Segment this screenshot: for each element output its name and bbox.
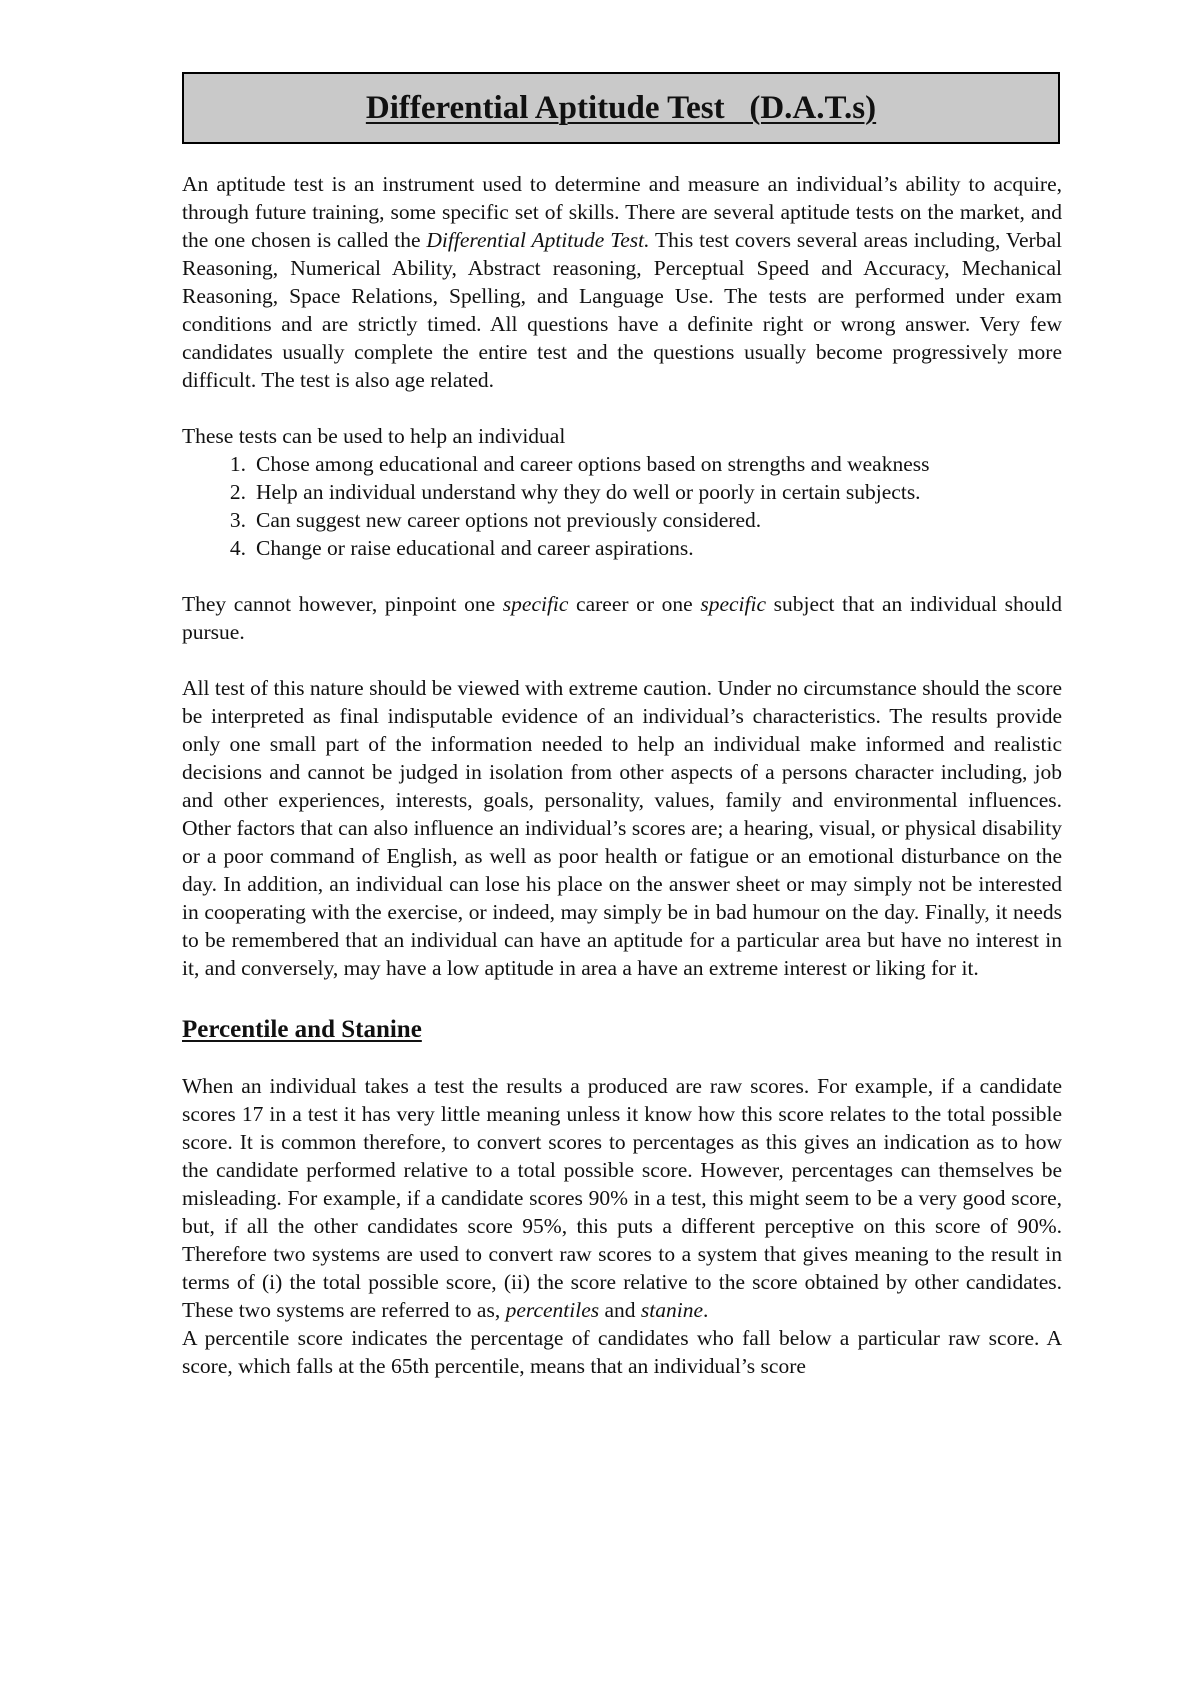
intro-text-2: This test covers several areas including, Verbal Reasoning, Numerical Ability, Abstract reasoning, Perceptual Speed and Accuracy, Mechanical Reasoning, Space Relations, Spelling, and Language Use. The tests are performed under exam conditions and are strictly timed. All questions have a definite right or wrong answer. Very few candidates usually complete the entire test and the questions usually become progressively more difficult. The test is also age related.: [182, 228, 1062, 392]
intro-text-1: An aptitude test is an instrument used to determine and measure an individual’s ability to acquire, through future training, some specific set of skills. There are several aptitude tests on the market, and the one chosen is called the: [182, 172, 1062, 252]
percentile-text-1: When an individual takes a test the results a produced are raw scores. For example, if a candidate scores 17 in a test it has very little meaning unless it know how this score relates to the total possible score. It is common therefore, to convert scores to percentages as this gives an indication as to how the candidate performed relative to a total possible score. However, percentages can themselves be misleading. For example, if a candidate scores 90% in a test, this might seem to be a very good score, but, if all the other candidates score 95%, this puts a different perceptive on this score of 90%. Therefore two systems are used to convert raw scores to a system that gives meaning to the result in terms of (i) the total possible score, (ii) the score relative to the score obtained by other candidates. These two systems are referred to as,: [182, 1074, 1062, 1322]
percentiles-term: percentiles: [505, 1298, 600, 1322]
percentile-definition-paragraph: A percentile score indicates the percentage of candidates who fall below a particular raw score. A score, which falls at the 65th percentile, means that an individual’s score: [182, 1326, 1062, 1378]
intro-paragraph: [182, 170, 1062, 394]
list-text: Change or raise educational and career aspirations.: [256, 536, 694, 560]
list-number: 2.: [229, 480, 246, 504]
percentile-paragraph: [182, 1072, 1062, 1324]
caution-paragraph: All test of this nature should be viewed with extreme caution. Under no circumstance should the score be interpreted as final indisputable evidence of an individual’s characteristics. The results provide only one small part of the information needed to help an individual make informed and realistic decisions and cannot be judged in isolation from other aspects of a persons character including, job and other experiences, interests, goals, personality, values, family and environmental influences. Other factors that can also influence an individual’s scores are; a hearing, visual, or physical disability or a poor command of English, as well as poor health or fatigue or an emotional disturbance on the day. In addition, an individual can lose his place on the answer sheet or may simply not be interested in cooperating with the exercise, or indeed, may simply be in bad humour on the day. Finally, it needs to be remembered that an individual can have an aptitude for a particular area but have no interest in it, and conversely, may have a low aptitude in area a have an extreme interest or liking for it.: [182, 676, 1062, 980]
uses-list: [182, 450, 1062, 562]
list-item: [182, 534, 1062, 562]
uses-lead: These tests can be used to help an individual: [182, 424, 566, 448]
list-item: [182, 450, 1062, 478]
list-item: [182, 478, 1062, 506]
list-text: Chose among educational and career options based on strengths and weakness: [256, 452, 930, 476]
stanine-term: stanine: [640, 1298, 704, 1322]
section-heading: Percentile and Stanine: [182, 1016, 422, 1043]
list-number: 3.: [229, 508, 246, 532]
list-text: Can suggest new career options not previously considered.: [256, 508, 762, 532]
limitation-paragraph: [182, 590, 1062, 646]
document-page: [182, 72, 1062, 1380]
title-box: [182, 72, 1060, 144]
percentile-text-3: .: [703, 1298, 709, 1322]
limitation-emphasis-1: specific: [502, 592, 569, 616]
intro-test-name: Differential Aptitude Test.: [426, 228, 650, 252]
limitation-emphasis-2: specific: [700, 592, 766, 616]
percentile-text-2: and: [599, 1298, 641, 1322]
document-title: Differential Aptitude Test (D.A.T.s): [365, 89, 877, 126]
list-number: 1.: [229, 452, 246, 476]
limitation-text-3: subject that an individual should pursue.: [182, 592, 1062, 644]
list-number: 4.: [229, 536, 246, 560]
list-text: Help an individual understand why they do well or poorly in certain subjects.: [256, 480, 921, 504]
list-item: [182, 506, 1062, 534]
limitation-text-1: They cannot however, pinpoint one: [182, 592, 503, 616]
limitation-text-2: career or one: [568, 592, 701, 616]
